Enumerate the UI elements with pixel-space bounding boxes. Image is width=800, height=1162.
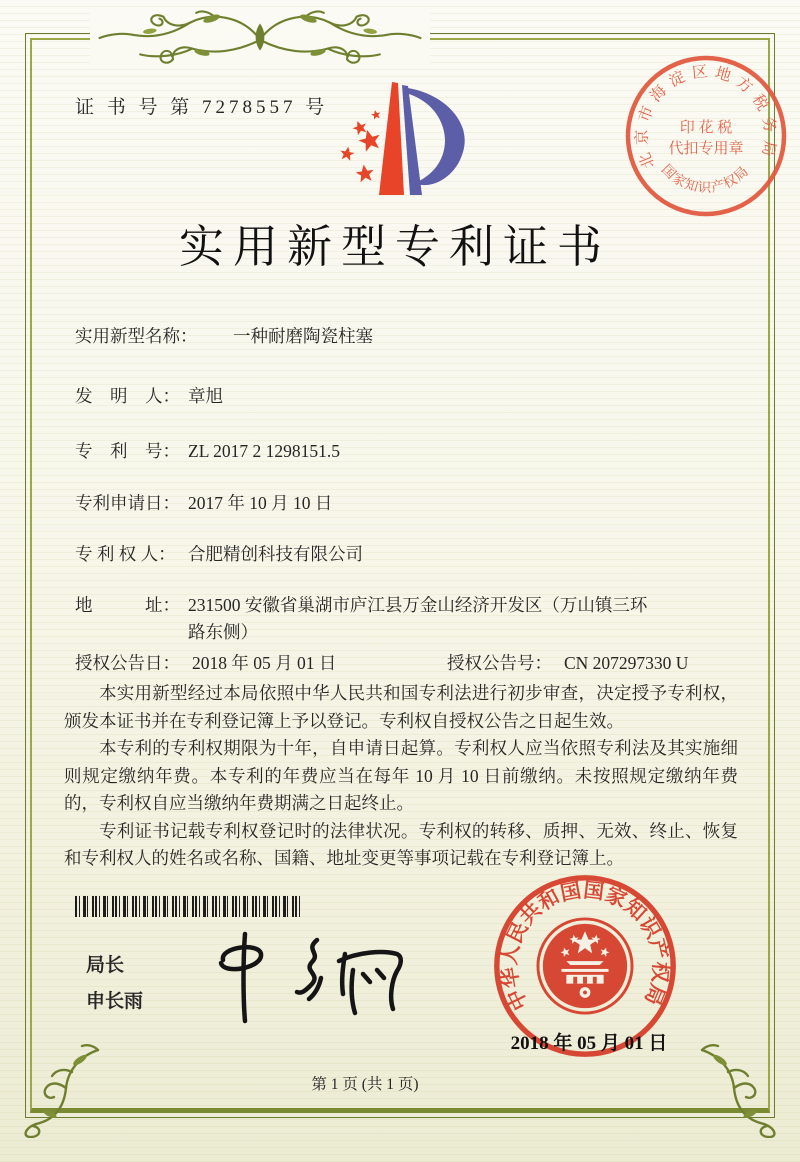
field-label: 授权公告号： [447, 653, 552, 673]
body-paragraph-1: 本实用新型经过本局依照中华人民共和国专利法进行初步审查，决定授予专利权，颁发本证书并在专利登记簿上予以登记。专利权自授权公告之日起生效。 [64, 683, 738, 731]
field-label: 专 利 权 人： [75, 544, 176, 564]
field-value: 一种耐磨陶瓷柱塞 [233, 326, 373, 346]
field-label: 地 址： [75, 595, 180, 615]
logo-star-4 [339, 145, 355, 161]
seal-ring-text: 中华人民共和国国家知识产权局 [498, 879, 672, 1014]
field-value: 合肥精创科技有限公司 [188, 544, 363, 564]
field-row-patentee [75, 541, 363, 567]
tax-stamp [620, 50, 792, 222]
top-ornament-bud [256, 23, 265, 50]
field-value: 231500 安徽省巢湖市庐江县万金山经济开发区（万山镇三环路东侧） [188, 595, 648, 643]
field-label: 专 利 号： [75, 441, 180, 461]
field-label: 发 明 人： [75, 386, 180, 406]
logo-red-blade [379, 82, 404, 195]
page-footer: 第 1 页 (共 1 页) [311, 1076, 419, 1093]
tax-stamp-center-line2: 代扣专用章 [668, 141, 744, 157]
logo-p-stem [402, 85, 422, 195]
director-name: 申长雨 [86, 991, 144, 1012]
certificate-title: 实用新型专利证书 [178, 222, 611, 272]
issue-date: 2018 年 05 月 01 日 [510, 1033, 668, 1054]
logo-star-1 [370, 109, 381, 120]
field-row-patent-number [75, 438, 340, 464]
tax-stamp-arc-bottom: 国家知识产权局 [658, 161, 751, 196]
field-value: ZL 2017 2 1298151.5 [188, 441, 340, 461]
certificate-number: 证 书 号 第 7278557 号 [75, 97, 329, 118]
barcode [75, 896, 300, 917]
grant-date-group [75, 650, 447, 676]
director-title: 局长 [86, 955, 125, 976]
field-row-name [75, 323, 373, 349]
logo-star-5 [355, 163, 375, 183]
grant-number-group [447, 650, 688, 676]
field-label: 授权公告日： [75, 653, 180, 673]
field-value: 2017 年 10 月 10 日 [188, 493, 333, 513]
field-value: 章旭 [188, 386, 223, 406]
logo-star-2 [351, 119, 369, 137]
cnipa-logo [332, 70, 482, 210]
body-paragraph-3: 专利证书记载专利权登记时的法律状况。专利权的转移、质押、无效、终止、恢复和专利权人的姓名或名称、国籍、地址变更等事项记载在专利登记簿上。 [64, 820, 738, 868]
field-row-inventor [75, 383, 223, 409]
field-label: 专利申请日： [75, 493, 180, 513]
field-row-address [75, 592, 650, 646]
tax-stamp-arc-top: 北京市海淀区地方税务局 [633, 63, 779, 171]
field-row-filing-date [75, 490, 332, 516]
legal-text [64, 680, 738, 873]
tax-stamp-center-line1: 印 花 税 [679, 120, 733, 136]
field-value: 2018 年 05 月 01 日 [192, 653, 337, 673]
director-signature [193, 920, 413, 1035]
field-value: CN 207297330 U [564, 653, 689, 673]
top-ornament [90, 8, 430, 66]
national-emblem [538, 919, 632, 1013]
corner-flourish-right [698, 1042, 790, 1138]
top-ornament-flourish [90, 8, 430, 66]
body-paragraph-2: 本专利的专利权期限为十年，自申请日起算。专利权人应当依照专利法及其实施细则规定缴纳年费。本专利的年费应当在每年 10 月 10 日前缴纳。未按照规定缴纳年费的，专利权自应当缴纳年费期满之日起终止。 [64, 738, 738, 813]
field-label: 实用新型名称： [75, 326, 198, 346]
field-row-grant [75, 650, 735, 676]
